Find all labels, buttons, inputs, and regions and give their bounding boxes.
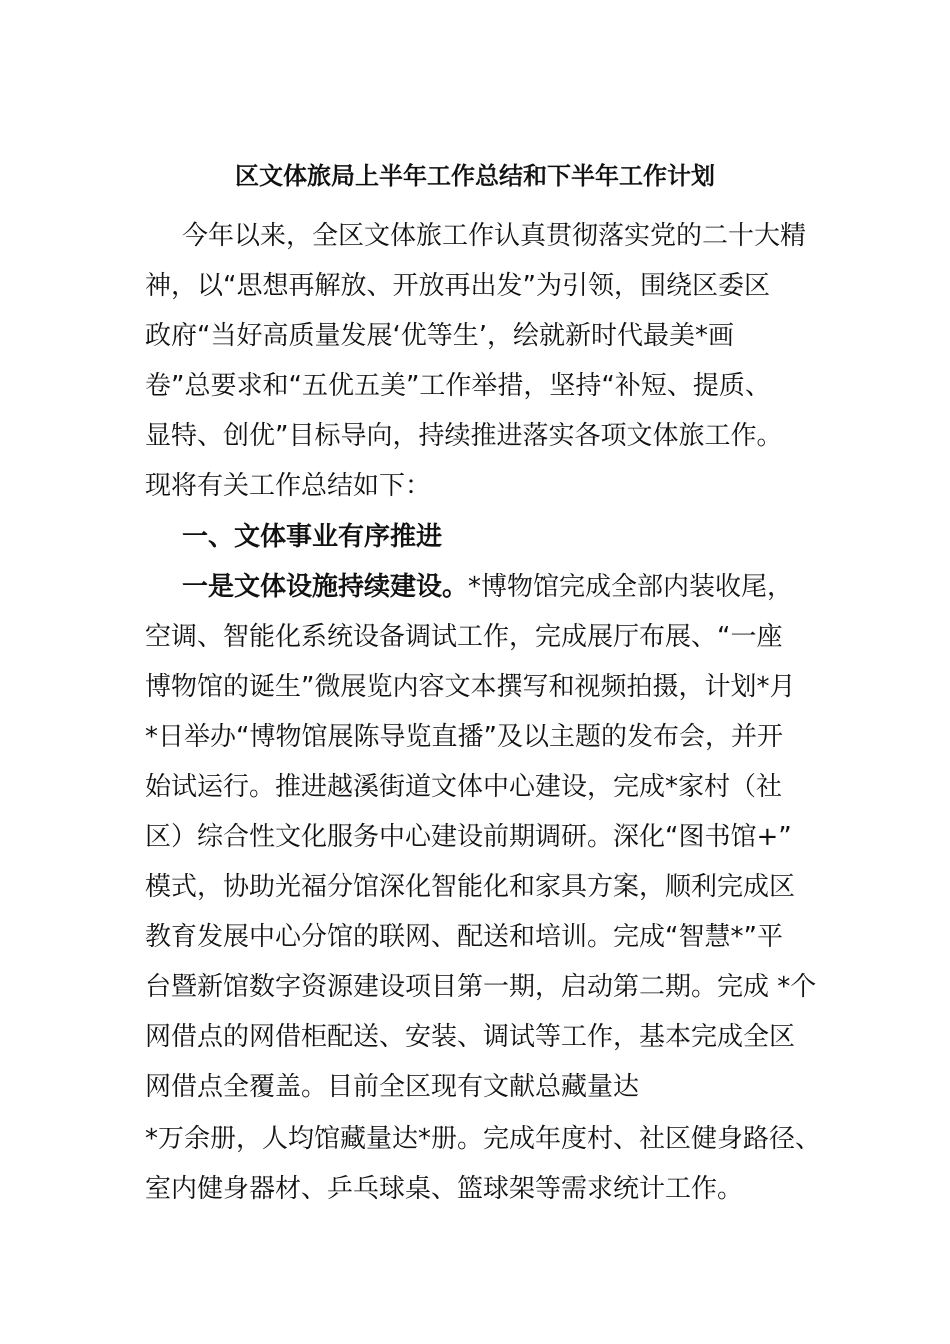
intro-line-4: 卷”总要求和“五优五美”工作举措，坚持“补短、提质、 — [145, 371, 771, 401]
intro-line-6: 现将有关工作总结如下： — [145, 471, 432, 501]
para1-line-9: 台暨新馆数字资源建设项目第一期，启动第二期。完成 *个 — [145, 972, 817, 1002]
section-heading: 一、文体事业有序推进 — [182, 522, 443, 552]
para1-lead: 一是文体设施持续建设。 — [182, 572, 469, 602]
para1-line-10: 网借点的网借柜配送、安装、调试等工作，基本完成全区 — [145, 1022, 796, 1052]
para1-line-3: 博物馆的诞生”微展览内容文本撰写和视频拍摄，计划*月 — [145, 672, 796, 702]
para1-line-1 — [182, 569, 793, 605]
document-title: 区文体旅局上半年工作总结和下半年工作计划 — [235, 162, 715, 190]
para1-line-11: 网借点全覆盖。目前全区现有文献总藏量达 — [145, 1072, 640, 1102]
para1-line-4: *日举办“博物馆展陈导览直播”及以主题的发布会，并开 — [145, 722, 783, 752]
intro-line-5: 显特、创优”目标导向，持续推进落实各项文体旅工作。 — [145, 421, 783, 451]
para1-line-5: 始试运行。推进越溪街道文体中心建设，完成*家村（社 — [145, 772, 783, 802]
intro-line-1: 今年以来，全区文体旅工作认真贯彻落实党的二十大精 — [182, 221, 807, 251]
para1-line-7: 模式，协助光福分馆深化智能化和家具方案，顺利完成区 — [145, 872, 796, 902]
para1-line-6: 区）综合性文化服务中心建设前期调研。深化“图书馆+” — [145, 822, 792, 852]
para1-line-12: *万余册，人均馆藏量达*册。完成年度村、社区健身路径、 — [145, 1124, 822, 1154]
intro-line-3: 政府“当好高质量发展‘优等生’，绘就新时代最美*画 — [145, 321, 734, 351]
intro-line-2: 神，以“思想再解放、开放再出发”为引领，围绕区委区 — [145, 271, 770, 301]
para1-line-13: 室内健身器材、乒乓球桌、篮球架等需求统计工作。 — [145, 1174, 744, 1204]
para1-line-2: 空调、智能化系统设备调试工作，完成展厅布展、“一座 — [145, 622, 783, 652]
para1-line-8: 教育发展中心分馆的联网、配送和培训。完成“智慧*”平 — [145, 922, 783, 952]
para1-line-1-rest: *博物馆完成全部内装收尾， — [468, 572, 794, 602]
